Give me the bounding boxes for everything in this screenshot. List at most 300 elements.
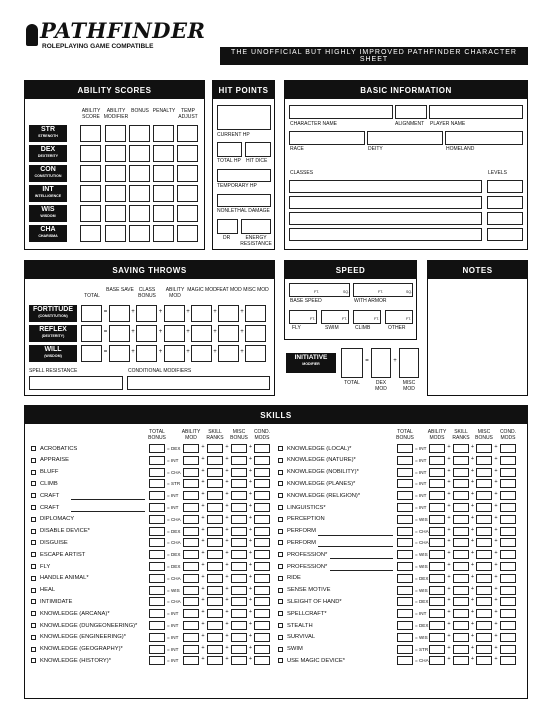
skill-value-box[interactable]: [231, 491, 247, 500]
skill-value-box[interactable]: [429, 479, 445, 488]
skill-value-box[interactable]: [500, 586, 516, 595]
skill-value-box[interactable]: [476, 574, 492, 583]
skill-value-box[interactable]: [500, 468, 516, 477]
skill-total-box[interactable]: [397, 609, 413, 618]
skill-value-box[interactable]: [254, 656, 270, 665]
class-skill-checkbox[interactable]: [278, 658, 283, 663]
skill-value-box[interactable]: [254, 503, 270, 512]
save-will-box[interactable]: [109, 345, 130, 362]
skill-value-box[interactable]: [429, 597, 445, 606]
ability-con-box[interactable]: [129, 165, 150, 182]
skill-value-box[interactable]: [476, 586, 492, 595]
save-will-box[interactable]: [191, 345, 212, 362]
skill-value-box[interactable]: [183, 538, 199, 547]
skill-value-box[interactable]: [254, 597, 270, 606]
skill-value-box[interactable]: [231, 597, 247, 606]
player-name-box[interactable]: [429, 105, 523, 119]
energy-resistance-box[interactable]: [241, 219, 271, 234]
class-skill-checkbox[interactable]: [278, 588, 283, 593]
skill-value-box[interactable]: [500, 527, 516, 536]
skill-total-box[interactable]: [149, 586, 165, 595]
skill-value-box[interactable]: [231, 468, 247, 477]
skill-subtype-line[interactable]: [330, 558, 393, 559]
skill-value-box[interactable]: [231, 527, 247, 536]
skill-value-box[interactable]: [254, 562, 270, 571]
skill-total-box[interactable]: [149, 645, 165, 654]
skill-total-box[interactable]: [149, 656, 165, 665]
skill-total-box[interactable]: [149, 468, 165, 477]
class-skill-checkbox[interactable]: [31, 505, 36, 510]
class-box-2[interactable]: [289, 196, 482, 209]
ability-cha-box[interactable]: [129, 225, 150, 242]
skill-value-box[interactable]: [231, 444, 247, 453]
skill-value-box[interactable]: [254, 633, 270, 642]
skill-value-box[interactable]: [429, 444, 445, 453]
skill-value-box[interactable]: [183, 491, 199, 500]
save-fortitude-box[interactable]: [164, 305, 185, 322]
save-reflex-box[interactable]: [191, 325, 212, 342]
skill-value-box[interactable]: [500, 621, 516, 630]
skill-total-box[interactable]: [397, 479, 413, 488]
skill-value-box[interactable]: [207, 633, 223, 642]
skill-value-box[interactable]: [207, 515, 223, 524]
skill-value-box[interactable]: [476, 645, 492, 654]
skill-total-box[interactable]: [149, 574, 165, 583]
skill-total-box[interactable]: [149, 597, 165, 606]
skill-value-box[interactable]: [429, 633, 445, 642]
save-will-box[interactable]: [164, 345, 185, 362]
class-skill-checkbox[interactable]: [31, 576, 36, 581]
hit-dice-box[interactable]: [245, 142, 271, 157]
class-skill-checkbox[interactable]: [278, 647, 283, 652]
skill-total-box[interactable]: [149, 527, 165, 536]
race-box[interactable]: [289, 131, 365, 145]
skill-value-box[interactable]: [183, 609, 199, 618]
skill-value-box[interactable]: [500, 444, 516, 453]
class-box-1[interactable]: [289, 180, 482, 193]
skill-total-box[interactable]: [149, 479, 165, 488]
class-skill-checkbox[interactable]: [31, 588, 36, 593]
skill-total-box[interactable]: [397, 491, 413, 500]
alignment-box[interactable]: [395, 105, 427, 119]
class-skill-checkbox[interactable]: [278, 564, 283, 569]
class-skill-checkbox[interactable]: [31, 647, 36, 652]
skill-value-box[interactable]: [254, 444, 270, 453]
skill-value-box[interactable]: [500, 645, 516, 654]
skill-value-box[interactable]: [453, 550, 469, 559]
class-skill-checkbox[interactable]: [31, 458, 36, 463]
skill-value-box[interactable]: [453, 515, 469, 524]
skill-total-box[interactable]: [397, 503, 413, 512]
class-skill-checkbox[interactable]: [278, 505, 283, 510]
skill-value-box[interactable]: [183, 527, 199, 536]
skill-total-box[interactable]: [397, 527, 413, 536]
skill-value-box[interactable]: [207, 456, 223, 465]
ability-str-box[interactable]: [153, 125, 174, 142]
skill-value-box[interactable]: [453, 538, 469, 547]
ability-int-box[interactable]: [153, 185, 174, 202]
skill-value-box[interactable]: [429, 515, 445, 524]
skill-value-box[interactable]: [500, 491, 516, 500]
skill-value-box[interactable]: [183, 597, 199, 606]
skill-value-box[interactable]: [453, 444, 469, 453]
skill-value-box[interactable]: [429, 550, 445, 559]
skill-total-box[interactable]: [149, 538, 165, 547]
class-skill-checkbox[interactable]: [278, 529, 283, 534]
class-skill-checkbox[interactable]: [278, 635, 283, 640]
class-skill-checkbox[interactable]: [278, 446, 283, 451]
class-skill-checkbox[interactable]: [278, 611, 283, 616]
skill-total-box[interactable]: [397, 562, 413, 571]
ability-wis-box[interactable]: [153, 205, 174, 222]
skill-value-box[interactable]: [183, 479, 199, 488]
skill-value-box[interactable]: [183, 574, 199, 583]
skill-value-box[interactable]: [476, 621, 492, 630]
skill-value-box[interactable]: [183, 468, 199, 477]
class-skill-checkbox[interactable]: [31, 658, 36, 663]
skill-total-box[interactable]: [149, 456, 165, 465]
skill-value-box[interactable]: [476, 444, 492, 453]
skill-value-box[interactable]: [231, 456, 247, 465]
class-skill-checkbox[interactable]: [31, 552, 36, 557]
save-fortitude-box[interactable]: [81, 305, 102, 322]
skill-value-box[interactable]: [429, 527, 445, 536]
class-skill-checkbox[interactable]: [31, 446, 36, 451]
skill-value-box[interactable]: [476, 456, 492, 465]
ability-cha-box[interactable]: [177, 225, 198, 242]
skill-value-box[interactable]: [231, 633, 247, 642]
save-reflex-box[interactable]: [81, 325, 102, 342]
skill-total-box[interactable]: [397, 550, 413, 559]
skill-value-box[interactable]: [254, 621, 270, 630]
skill-value-box[interactable]: [207, 609, 223, 618]
skill-value-box[interactable]: [183, 444, 199, 453]
skill-total-box[interactable]: [397, 515, 413, 524]
skill-value-box[interactable]: [453, 621, 469, 630]
skill-value-box[interactable]: [500, 562, 516, 571]
skill-value-box[interactable]: [453, 562, 469, 571]
skill-value-box[interactable]: [476, 609, 492, 618]
skill-subtype-line[interactable]: [330, 570, 393, 571]
skill-value-box[interactable]: [207, 538, 223, 547]
initiative-dex-box[interactable]: [371, 348, 391, 378]
level-box-4[interactable]: [487, 228, 523, 241]
skill-total-box[interactable]: [149, 444, 165, 453]
skill-value-box[interactable]: [207, 527, 223, 536]
skill-value-box[interactable]: [207, 574, 223, 583]
skill-value-box[interactable]: [254, 645, 270, 654]
class-box-4[interactable]: [289, 228, 482, 241]
ability-cha-box[interactable]: [105, 225, 126, 242]
skill-value-box[interactable]: [429, 609, 445, 618]
skill-value-box[interactable]: [254, 586, 270, 595]
class-skill-checkbox[interactable]: [31, 564, 36, 569]
skill-value-box[interactable]: [500, 456, 516, 465]
skill-value-box[interactable]: [231, 586, 247, 595]
save-reflex-box[interactable]: [109, 325, 130, 342]
save-reflex-box[interactable]: [245, 325, 266, 342]
skill-value-box[interactable]: [429, 562, 445, 571]
skill-subtype-line[interactable]: [71, 511, 145, 512]
skill-value-box[interactable]: [231, 656, 247, 665]
skill-value-box[interactable]: [183, 656, 199, 665]
skill-value-box[interactable]: [429, 574, 445, 583]
skill-value-box[interactable]: [476, 468, 492, 477]
ability-str-box[interactable]: [105, 125, 126, 142]
class-box-3[interactable]: [289, 212, 482, 225]
skill-value-box[interactable]: [183, 621, 199, 630]
skill-value-box[interactable]: [500, 503, 516, 512]
skill-value-box[interactable]: [231, 609, 247, 618]
class-skill-checkbox[interactable]: [278, 540, 283, 545]
class-skill-checkbox[interactable]: [278, 576, 283, 581]
ability-int-box[interactable]: [105, 185, 126, 202]
ability-str-box[interactable]: [177, 125, 198, 142]
level-box-3[interactable]: [487, 212, 523, 225]
character-name-box[interactable]: [289, 105, 393, 119]
skill-value-box[interactable]: [453, 656, 469, 665]
skill-total-box[interactable]: [149, 491, 165, 500]
skill-total-box[interactable]: [397, 574, 413, 583]
skill-total-box[interactable]: [397, 633, 413, 642]
skill-subtype-line[interactable]: [71, 499, 145, 500]
skill-total-box[interactable]: [397, 656, 413, 665]
skill-value-box[interactable]: [254, 609, 270, 618]
skill-value-box[interactable]: [500, 550, 516, 559]
skill-value-box[interactable]: [231, 562, 247, 571]
ability-cha-box[interactable]: [153, 225, 174, 242]
ability-int-box[interactable]: [129, 185, 150, 202]
skill-value-box[interactable]: [254, 550, 270, 559]
save-fortitude-box[interactable]: [218, 305, 239, 322]
skill-value-box[interactable]: [183, 550, 199, 559]
dr-box[interactable]: [217, 219, 238, 234]
class-skill-checkbox[interactable]: [31, 623, 36, 628]
skill-value-box[interactable]: [254, 491, 270, 500]
skill-value-box[interactable]: [183, 633, 199, 642]
skill-value-box[interactable]: [429, 456, 445, 465]
skill-total-box[interactable]: [397, 444, 413, 453]
level-box-1[interactable]: [487, 180, 523, 193]
skill-value-box[interactable]: [183, 645, 199, 654]
save-will-box[interactable]: [218, 345, 239, 362]
skill-value-box[interactable]: [453, 468, 469, 477]
class-skill-checkbox[interactable]: [31, 529, 36, 534]
skill-value-box[interactable]: [500, 515, 516, 524]
ability-wis-box[interactable]: [177, 205, 198, 222]
skill-value-box[interactable]: [429, 503, 445, 512]
skill-value-box[interactable]: [476, 597, 492, 606]
ability-int-box[interactable]: [80, 185, 101, 202]
skill-value-box[interactable]: [453, 479, 469, 488]
skill-value-box[interactable]: [231, 538, 247, 547]
ability-int-box[interactable]: [177, 185, 198, 202]
skill-value-box[interactable]: [254, 515, 270, 524]
skill-value-box[interactable]: [231, 645, 247, 654]
ability-cha-box[interactable]: [80, 225, 101, 242]
skill-value-box[interactable]: [500, 479, 516, 488]
skill-value-box[interactable]: [254, 574, 270, 583]
skill-value-box[interactable]: [476, 538, 492, 547]
skill-value-box[interactable]: [207, 491, 223, 500]
ability-str-box[interactable]: [80, 125, 101, 142]
skill-value-box[interactable]: [183, 456, 199, 465]
skill-total-box[interactable]: [149, 621, 165, 630]
skill-value-box[interactable]: [500, 656, 516, 665]
skill-value-box[interactable]: [476, 633, 492, 642]
skill-value-box[interactable]: [207, 586, 223, 595]
skill-value-box[interactable]: [453, 456, 469, 465]
skill-value-box[interactable]: [231, 515, 247, 524]
class-skill-checkbox[interactable]: [278, 481, 283, 486]
skill-total-box[interactable]: [149, 515, 165, 524]
class-skill-checkbox[interactable]: [31, 599, 36, 604]
level-box-2[interactable]: [487, 196, 523, 209]
initiative-total-box[interactable]: [341, 348, 363, 378]
ability-dex-box[interactable]: [105, 145, 126, 162]
skill-total-box[interactable]: [397, 586, 413, 595]
skill-value-box[interactable]: [476, 550, 492, 559]
spell-resistance-box[interactable]: [29, 376, 123, 390]
skill-value-box[interactable]: [453, 597, 469, 606]
skill-value-box[interactable]: [500, 633, 516, 642]
skill-value-box[interactable]: [231, 503, 247, 512]
skill-value-box[interactable]: [429, 491, 445, 500]
skill-value-box[interactable]: [207, 597, 223, 606]
skill-value-box[interactable]: [476, 515, 492, 524]
skill-value-box[interactable]: [429, 656, 445, 665]
class-skill-checkbox[interactable]: [31, 493, 36, 498]
ability-dex-box[interactable]: [177, 145, 198, 162]
skill-total-box[interactable]: [397, 597, 413, 606]
skill-value-box[interactable]: [453, 609, 469, 618]
skill-value-box[interactable]: [453, 527, 469, 536]
class-skill-checkbox[interactable]: [31, 540, 36, 545]
base-speed-box[interactable]: [289, 283, 350, 297]
skill-value-box[interactable]: [476, 656, 492, 665]
skill-value-box[interactable]: [207, 444, 223, 453]
save-reflex-box[interactable]: [218, 325, 239, 342]
with-armor-box[interactable]: [353, 283, 413, 297]
skill-subtype-line[interactable]: [318, 535, 393, 536]
skill-value-box[interactable]: [207, 621, 223, 630]
skill-value-box[interactable]: [476, 503, 492, 512]
skill-subtype-line[interactable]: [318, 546, 393, 547]
ability-dex-box[interactable]: [129, 145, 150, 162]
save-will-box[interactable]: [81, 345, 102, 362]
save-will-box[interactable]: [245, 345, 266, 362]
skill-value-box[interactable]: [231, 479, 247, 488]
skill-total-box[interactable]: [397, 468, 413, 477]
save-fortitude-box[interactable]: [136, 305, 157, 322]
class-skill-checkbox[interactable]: [278, 623, 283, 628]
skill-total-box[interactable]: [397, 621, 413, 630]
skill-total-box[interactable]: [149, 550, 165, 559]
skill-value-box[interactable]: [231, 550, 247, 559]
skill-total-box[interactable]: [397, 538, 413, 547]
skill-value-box[interactable]: [254, 456, 270, 465]
skill-value-box[interactable]: [429, 538, 445, 547]
save-reflex-box[interactable]: [164, 325, 185, 342]
skill-value-box[interactable]: [429, 468, 445, 477]
skill-value-box[interactable]: [500, 609, 516, 618]
skill-value-box[interactable]: [231, 621, 247, 630]
skill-value-box[interactable]: [254, 468, 270, 477]
skill-total-box[interactable]: [149, 503, 165, 512]
ability-con-box[interactable]: [105, 165, 126, 182]
ability-con-box[interactable]: [153, 165, 174, 182]
ability-con-box[interactable]: [177, 165, 198, 182]
nonlethal-box[interactable]: [217, 194, 271, 207]
class-skill-checkbox[interactable]: [31, 517, 36, 522]
class-skill-checkbox[interactable]: [31, 470, 36, 475]
initiative-misc-box[interactable]: [399, 348, 419, 378]
skill-value-box[interactable]: [183, 515, 199, 524]
ability-con-box[interactable]: [80, 165, 101, 182]
total-hp-box[interactable]: [217, 142, 242, 157]
class-skill-checkbox[interactable]: [31, 481, 36, 486]
save-fortitude-box[interactable]: [191, 305, 212, 322]
skill-value-box[interactable]: [453, 503, 469, 512]
skill-value-box[interactable]: [476, 562, 492, 571]
class-skill-checkbox[interactable]: [278, 458, 283, 463]
class-skill-checkbox[interactable]: [278, 493, 283, 498]
skill-value-box[interactable]: [453, 586, 469, 595]
skill-value-box[interactable]: [254, 538, 270, 547]
skill-value-box[interactable]: [453, 491, 469, 500]
skill-value-box[interactable]: [254, 479, 270, 488]
skill-value-box[interactable]: [207, 479, 223, 488]
skill-total-box[interactable]: [149, 562, 165, 571]
skill-total-box[interactable]: [397, 456, 413, 465]
skill-total-box[interactable]: [149, 609, 165, 618]
skill-total-box[interactable]: [149, 633, 165, 642]
class-skill-checkbox[interactable]: [278, 517, 283, 522]
skill-value-box[interactable]: [453, 574, 469, 583]
ability-wis-box[interactable]: [80, 205, 101, 222]
skill-value-box[interactable]: [500, 597, 516, 606]
class-skill-checkbox[interactable]: [278, 552, 283, 557]
skill-value-box[interactable]: [207, 562, 223, 571]
skill-value-box[interactable]: [429, 586, 445, 595]
skill-value-box[interactable]: [183, 586, 199, 595]
skill-value-box[interactable]: [207, 503, 223, 512]
save-fortitude-box[interactable]: [109, 305, 130, 322]
skill-value-box[interactable]: [207, 468, 223, 477]
skill-value-box[interactable]: [207, 656, 223, 665]
skill-value-box[interactable]: [207, 645, 223, 654]
skill-value-box[interactable]: [500, 574, 516, 583]
class-skill-checkbox[interactable]: [278, 470, 283, 475]
ability-wis-box[interactable]: [105, 205, 126, 222]
skill-value-box[interactable]: [500, 538, 516, 547]
skill-value-box[interactable]: [476, 479, 492, 488]
skill-value-box[interactable]: [183, 503, 199, 512]
skill-value-box[interactable]: [254, 527, 270, 536]
class-skill-checkbox[interactable]: [31, 635, 36, 640]
ability-wis-box[interactable]: [129, 205, 150, 222]
save-fortitude-box[interactable]: [245, 305, 266, 322]
ability-dex-box[interactable]: [80, 145, 101, 162]
skill-value-box[interactable]: [476, 527, 492, 536]
homeland-box[interactable]: [445, 131, 523, 145]
save-will-box[interactable]: [136, 345, 157, 362]
skill-total-box[interactable]: [397, 645, 413, 654]
skill-value-box[interactable]: [231, 574, 247, 583]
skill-value-box[interactable]: [207, 550, 223, 559]
skill-value-box[interactable]: [183, 562, 199, 571]
save-reflex-box[interactable]: [136, 325, 157, 342]
